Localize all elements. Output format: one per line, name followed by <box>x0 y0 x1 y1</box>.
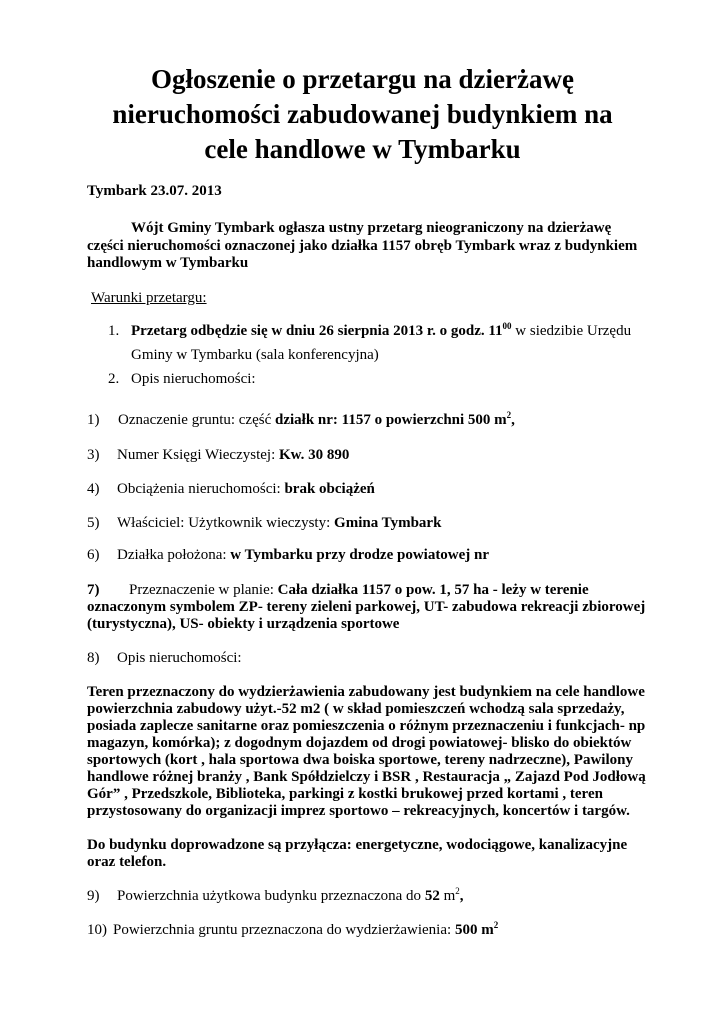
item-9-plain: Powierzchnia użytkowa budynku przeznaczona do <box>117 888 425 904</box>
utilities-line-2: oraz telefon. <box>87 854 167 870</box>
item-9-bold: 52 <box>424 888 440 904</box>
document-title <box>60 62 665 167</box>
item-number-9: 9) <box>87 888 100 904</box>
item-number-1: 1) <box>87 412 100 428</box>
item-7-line-3: (turystyczna), US- obiekty i urządzenia sportowe <box>87 616 400 632</box>
item-number-10: 10) <box>87 922 107 938</box>
item-7-line-2: oznaczonym symbolem ZP- tereny zieleni parkowej, UT- zabudowa rekreacji zbiorowej <box>87 599 646 615</box>
list-item-2-text: Opis nieruchomości: <box>131 371 256 387</box>
item-8-text: Opis nieruchomości: <box>117 650 242 666</box>
item-10-plain: Powierzchnia gruntu przeznaczona do wydzierżawienia: <box>113 922 455 938</box>
item-1-bold: działk nr: 1157 o powierzchni 500 m <box>275 412 507 428</box>
item-10-bold: 500 m <box>454 922 494 938</box>
item-7-plain: Przeznaczenie w planie: <box>129 582 278 598</box>
item-number-3: 3) <box>87 447 100 463</box>
intro-line-1: Wójt Gminy Tymbark ogłasza ustny przetarg nieograniczony na dzierżawę <box>131 220 612 236</box>
item-3-plain: Numer Księgi Wieczystej: <box>117 447 279 463</box>
description-line-7: Gór” , Przedszkole, Biblioteka, parkingi z kostki brukowej przed kortami , teren <box>87 786 603 802</box>
description-line-5: sportowych (kort , hala sportowa dwa boiska sportowe, tereny nadrzeczne), Pawilony <box>87 752 633 768</box>
title-line-2: nieruchomości zabudowanej budynkiem na <box>112 99 613 129</box>
item-5-bold: Gmina Tymbark <box>334 515 442 531</box>
title-line-3: cele handlowe w Tymbarku <box>204 134 521 164</box>
list-number-1: 1. <box>108 323 120 339</box>
intro-line-3: handlowym w Tymbarku <box>87 255 249 271</box>
list-item-1-line-2: Gminy w Tymbarku (sala konferencyjna) <box>131 347 379 363</box>
title-line-1: Ogłoszenie o przetargu na dzierżawę <box>151 64 574 94</box>
description-line-4: magazyn, komórka); z dogodnym dojazdem od drogi powiatowej- blisko do obiektów <box>87 735 632 751</box>
item-6-plain: Działka położona: <box>117 547 231 563</box>
item-4-bold: brak obciążeń <box>284 481 375 497</box>
item-1-plain: Oznaczenie gruntu: część <box>118 412 275 428</box>
item-9-tail: , <box>459 888 464 904</box>
item-number-4: 4) <box>87 481 100 497</box>
description-line-6: handlowe różnej branży , Bank Spółdzielczy i BSR , Restauracja „ Zajazd Pod Jodłową <box>87 769 646 785</box>
item-number-8: 8) <box>87 650 100 666</box>
list-item-1-sup: 00 <box>502 321 512 331</box>
date-line: Tymbark 23.07. 2013 <box>87 183 222 199</box>
description-line-8: przystosowany do organizacji imprez sportowo – rekreacyjnych, koncertów i targów. <box>87 803 630 819</box>
item-7-bold: Cała działka 1157 o pow. 1, 57 ha - leży w terenie <box>277 582 589 598</box>
description-line-1: Teren przeznaczony do wydzierżawienia zabudowany jest budynkiem na cele handlowe <box>87 684 645 700</box>
description-line-3: posiada zaplecze sanitarne oraz pomieszczenia o różnym przeznaczeniu i funkcjach- np <box>87 718 646 734</box>
description-line-2: powierzchnia zabudowy użyt.-52 m2 ( w skład pomieszczeń wchodzą sala sprzedaży, <box>87 701 625 717</box>
item-number-7: 7) <box>87 582 100 598</box>
item-3-bold: Kw. 30 890 <box>279 447 350 463</box>
item-9-mid: m <box>439 888 456 904</box>
item-1-tail: , <box>511 412 515 428</box>
item-6-bold: w Tymbarku przy drodze powiatowej nr <box>230 547 490 563</box>
conditions-heading: Warunki przetargu: <box>91 290 207 306</box>
item-10-sup: 2 <box>493 920 499 930</box>
list-item-1-bold: Przetarg odbędzie się w dniu 26 sierpnia 2013 r. o godz. 11 <box>131 323 503 339</box>
item-9-sup: 2 <box>455 886 460 896</box>
list-number-2: 2. <box>108 371 120 387</box>
item-4-plain: Obciążenia nieruchomości: <box>117 481 285 497</box>
utilities-line-1: Do budynku doprowadzone są przyłącza: energetyczne, wodociągowe, kanalizacyjne <box>87 837 628 853</box>
item-5-plain: Właściciel: Użytkownik wieczysty: <box>117 515 335 531</box>
list-item-1-rest: w siedzibie Urzędu <box>511 323 632 339</box>
item-number-6: 6) <box>87 547 100 563</box>
item-number-5: 5) <box>87 515 100 531</box>
item-1-sup: 2 <box>506 410 512 420</box>
intro-line-2: części nieruchomości oznaczonej jako działka 1157 obręb Tymbark wraz z budynkiem <box>87 238 638 254</box>
